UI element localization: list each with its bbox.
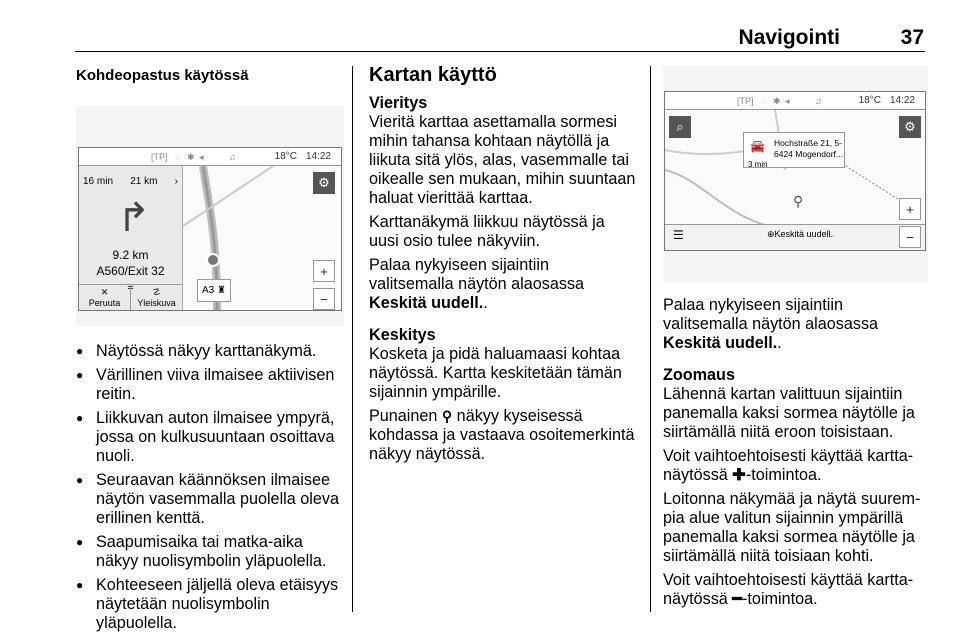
- list-item: ● Liikkuvan auton ilmaisee ympyrä, jossa on kulkusuuntaan osoittava nuoli.: [76, 409, 344, 466]
- status-temperature: 18°C: [274, 151, 297, 162]
- panel-buttons: [79, 284, 182, 310]
- paragraph: Karttanäkymä liikkuu näytössä ja uusi osio tulee näkyviin.: [369, 213, 605, 250]
- car-icon: 🚘: [750, 139, 765, 153]
- cancel-button[interactable]: [79, 285, 131, 310]
- paragraph: [663, 296, 928, 353]
- turn-arrow-icon: ↱: [117, 196, 151, 240]
- paragraph: [663, 571, 928, 609]
- bluetooth-icon: ✱: [773, 96, 781, 106]
- section-heading: Kohdeopastus käytössä: [76, 67, 249, 84]
- map-pin-icon: ⚲: [441, 408, 453, 424]
- music-icon: ♫: [229, 152, 236, 162]
- car-icon: ♜: [217, 285, 226, 296]
- cancel-label: Peruuta: [88, 298, 121, 308]
- phone-icon: ◌: [761, 96, 767, 106]
- paragraph-text: .: [483, 294, 488, 312]
- paragraph: [369, 407, 637, 464]
- list-item: ● Kohteeseen jäljellä oleva etäisyys näytetään nuolisymbolin yläpuolella.: [76, 576, 344, 633]
- button-reference: Keskitä uudell.: [369, 294, 484, 312]
- paragraph-text: .: [777, 334, 782, 352]
- status-bar: [79, 148, 341, 166]
- overview-button[interactable]: [131, 285, 182, 310]
- feature-list: [76, 342, 344, 633]
- subheading-keskitys: Keskitys: [369, 326, 436, 344]
- zoom-in-icon[interactable]: +: [313, 260, 335, 282]
- time-remaining: 16 min: [83, 176, 114, 187]
- paragraph: [663, 447, 928, 485]
- page-number: 37: [900, 26, 924, 49]
- column-middle: [369, 66, 637, 469]
- next-turn-exit: A560/Exit 32: [96, 264, 165, 278]
- page-header-title: Navigointi: [738, 26, 840, 49]
- turn-panel: [79, 166, 183, 310]
- crosshair-icon: ⊕: [767, 229, 775, 239]
- next-turn-distance: 9.2 km: [112, 248, 149, 262]
- status-temperature: 18°C: [858, 95, 881, 106]
- overview-label: Yleiskuva: [137, 298, 176, 308]
- recenter-label: Keskitä uudell.: [774, 229, 834, 239]
- settings-gear-icon[interactable]: ⚙: [313, 172, 335, 194]
- button-reference: Keskitä uudell.: [663, 334, 778, 352]
- status-time: 14:22: [305, 151, 331, 162]
- list-item: ● Värillinen viiva ilmaisee aktiivisen reitin.: [76, 366, 344, 404]
- bluetooth-icon: ✱: [187, 152, 195, 162]
- plus-icon: ✚: [732, 466, 746, 484]
- status-time: 14:22: [889, 95, 915, 106]
- status-bar: [665, 92, 925, 110]
- minus-icon: ━: [732, 590, 743, 608]
- list-item: ● Saapumisaika tai matka-aika näkyy nuolisymbolin yläpuolella.: [76, 533, 344, 571]
- paragraph-text: Voit vaihtoehtoisesti käyttää karttanäytössä: [663, 447, 914, 484]
- paragraph: Loitonna näkymää ja näytä suurempia alue valitun sijainnin ympärillä panemalla kaksi sormea näytölle ja siirtämällä niitä toisiaan kohti.: [663, 490, 921, 565]
- settings-gear-icon[interactable]: ⚙: [899, 116, 921, 138]
- distance-remaining: 21 km: [130, 176, 158, 187]
- map-view[interactable]: [183, 166, 341, 310]
- column-divider: [650, 66, 651, 612]
- phone-icon: ◌: [175, 152, 181, 162]
- paragraph: Lähennä kartan valittuun sijaintiin panemalla kaksi sormea näytölle ja siirtämällä niitä eroon toisistaan.: [663, 385, 915, 441]
- zoom-out-icon[interactable]: −: [313, 288, 335, 310]
- paragraph-text: -toimintoa.: [745, 466, 822, 484]
- map-screen: [664, 91, 926, 251]
- volume-icon: ◂: [199, 152, 204, 162]
- chevron-right-icon[interactable]: ›: [174, 176, 178, 187]
- subheading-zoomaus: Zoomaus: [663, 366, 735, 384]
- road-label: [197, 279, 231, 302]
- guidance-screenshot: [76, 106, 344, 326]
- callout-address: [774, 138, 843, 160]
- map-pin-icon: ⚲: [793, 193, 804, 209]
- callout-time: 3 min: [748, 160, 768, 169]
- trip-info-row: [83, 172, 178, 191]
- paragraph-text: Voit vaihtoehtoisesti käyttää karttanäytössä: [663, 571, 914, 608]
- music-icon: ♫: [815, 96, 822, 106]
- section-heading: Kartan käyttö: [369, 64, 497, 86]
- address-line: Hochstraße 21, 5-: [774, 138, 843, 148]
- tp-icon: [TP]: [151, 152, 168, 162]
- list-item: ● Näytössä näkyy karttanäkymä.: [76, 342, 344, 361]
- paragraph: Vieritä karttaa asettamalla sormesi mihin tahansa kohtaan näytöllä ja liikuta sitä ylös, alas, vasemmalle tai oikealle sen mukaan, mihin suuntaan haluat vierittää karttaa.: [369, 113, 636, 207]
- column-left: [76, 66, 344, 638]
- route-icon: ☡: [152, 287, 161, 297]
- paragraph: Kosketa ja pidä haluamaasi kohtaa näytössä. Kartta keskitetään tämän sijainnin ympärille.: [369, 345, 622, 401]
- paragraph-text: Palaa nykyiseen sijaintiin valitsemalla näytön alaosassa: [369, 256, 585, 293]
- recenter-button[interactable]: [767, 225, 833, 244]
- address-callout[interactable]: [743, 132, 845, 168]
- paragraph-text: näkyy kyseisessä kohdassa ja vastaava osoitemerkintä näkyy näytössä.: [369, 407, 635, 463]
- paragraph-text: -toimintoa.: [742, 590, 818, 608]
- list-icon[interactable]: ≡: [127, 281, 134, 293]
- tp-icon: [TP]: [737, 96, 754, 106]
- paragraph-text: Palaa nykyiseen sijaintiin valitsemalla näytön alaosassa: [663, 296, 879, 333]
- zoom-in-icon[interactable]: +: [899, 198, 921, 220]
- search-icon[interactable]: ⌕: [669, 116, 691, 138]
- zoom-out-icon[interactable]: −: [899, 226, 921, 248]
- road-label-text: A3: [202, 285, 215, 296]
- volume-icon: ◂: [785, 96, 790, 106]
- address-line: 6424 Mogendorf...: [774, 149, 843, 159]
- column-right: [663, 66, 928, 614]
- list-item: ● Seuraavan käännöksen ilmaisee näytön vasemmalla puolella oleva erillinen kenttä.: [76, 471, 344, 528]
- close-icon: ✕: [100, 287, 109, 297]
- map-screenshot: [663, 66, 928, 282]
- paragraph: [369, 256, 637, 313]
- paragraph-text: Punainen: [369, 407, 442, 425]
- column-divider: [352, 66, 353, 612]
- subheading-vieritys: Vieritys: [369, 94, 428, 112]
- map-view[interactable]: [665, 110, 925, 250]
- guidance-screen: [78, 147, 342, 311]
- map-bottom-bar: [665, 224, 925, 250]
- header-rule: [75, 51, 925, 52]
- menu-icon[interactable]: ☰: [673, 228, 684, 242]
